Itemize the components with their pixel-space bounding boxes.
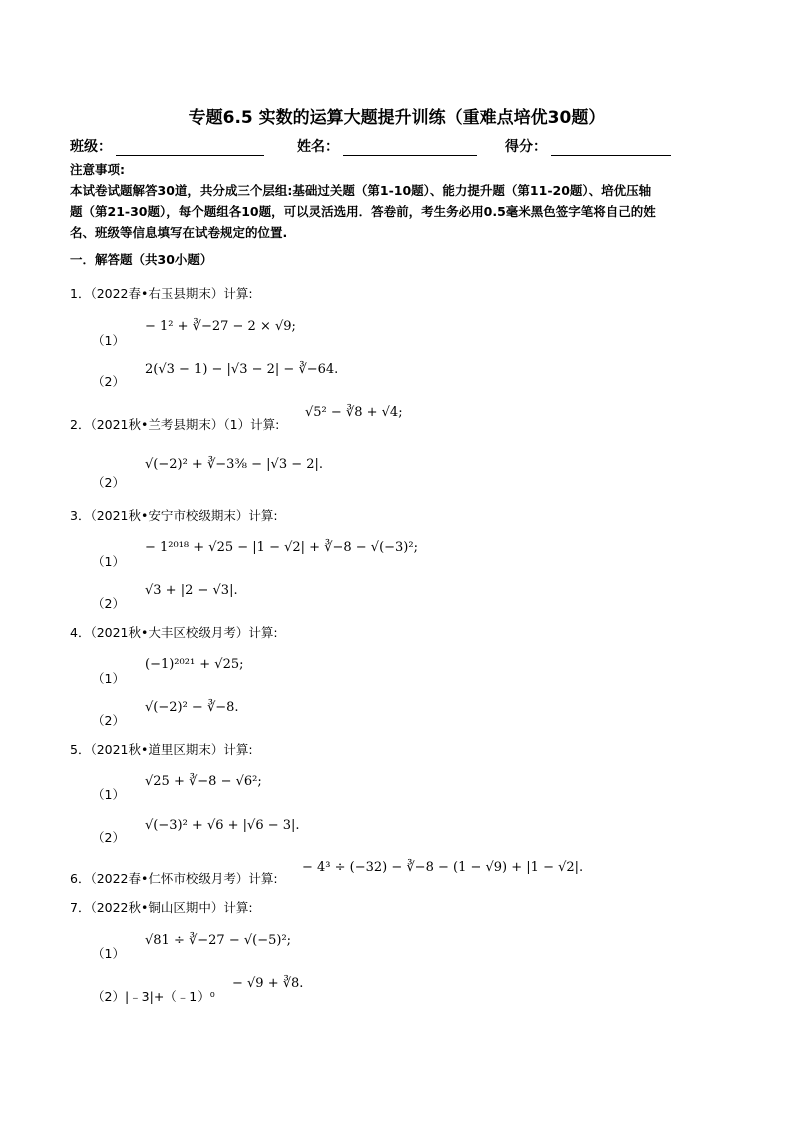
score-blank — [551, 141, 671, 156]
problem-1-part-1-label: （1） — [92, 333, 125, 348]
section-heading: 一．解答题（共30小题） — [70, 252, 213, 267]
problem-3-part-2-expr: √3 + |2 − √3|. — [145, 583, 238, 598]
problem-6-head: 6．（2022春•仁怀市校级月考）计算: — [70, 871, 278, 886]
page-title: 专题6.5 实数的运算大题提升训练（重难点培优30题） — [188, 108, 606, 128]
problem-2-inline-expr: √5² − ∛8 + √4; — [305, 405, 403, 420]
class-field — [70, 136, 264, 156]
problem-5-part-2-label: （2） — [92, 830, 125, 845]
name-blank — [343, 141, 477, 156]
class-label: 班级： — [70, 139, 112, 155]
problem-6-inline-expr: − 4³ ÷ (−32) − ∛−8 − (1 − √9) + |1 − √2|. — [302, 860, 584, 875]
problem-2-part-2-expr: √(−2)² + ∛−3⅜ − |√3 − 2|. — [145, 457, 324, 472]
problem-5-part-1-expr: √25 + ∛−8 − √6²; — [145, 774, 262, 789]
problem-5-head: 5．（2021秋•道里区期末）计算: — [70, 742, 253, 757]
notes-line-2: 题（第21-30题），每个题组各10题，可以灵活选用．答卷前，考生务必用0.5毫米黑色签字笔将自己的姓 — [70, 204, 656, 219]
name-field — [297, 136, 477, 156]
problem-3-head: 3．（2021秋•安宁市校级期末）计算: — [70, 508, 278, 523]
score-label: 得分： — [505, 139, 547, 155]
problem-7-part-1-label: （1） — [92, 946, 125, 961]
problem-3-part-2-label: （2） — [92, 596, 125, 611]
name-label: 姓名： — [297, 139, 339, 155]
problem-4-part-1-label: （1） — [92, 671, 125, 686]
problem-7-part-2-label: （2）|﹣3|+（﹣1）⁰ — [92, 989, 215, 1004]
problem-7-part-2-expr: − √9 + ∛8. — [232, 976, 304, 991]
problem-4-part-2-label: （2） — [92, 713, 125, 728]
problem-2-head: 2．（2021秋•兰考县期末）（1）计算: — [70, 417, 280, 432]
problem-3-part-1-label: （1） — [92, 554, 125, 569]
problem-1-head: 1．（2022春•右玉县期末）计算: — [70, 286, 253, 301]
problem-5-part-2-expr: √(−3)² + √6 + |√6 − 3|. — [145, 818, 300, 833]
problem-1-part-2-label: （2） — [92, 374, 125, 389]
notes-line-1: 本试卷试题解答30道，共分成三个层组:基础过关题（第1-10题）、能力提升题（第11-20题）、培优压轴 — [70, 183, 652, 198]
problem-3-part-1-expr: − 1²⁰¹⁸ + √25 − |1 − √2| + ∛−8 − √(−3)²; — [145, 540, 418, 555]
problem-4-part-1-expr: (−1)²⁰²¹ + √25; — [145, 657, 244, 672]
notes-heading: 注意事项: — [70, 162, 125, 177]
problem-7-head: 7．（2022秋•铜山区期中）计算: — [70, 900, 253, 915]
problem-5-part-1-label: （1） — [92, 787, 125, 802]
score-field — [505, 136, 671, 156]
problem-7-part-1-expr: √81 ÷ ∛−27 − √(−5)²; — [145, 933, 292, 948]
problem-4-part-2-expr: √(−2)² − ∛−8. — [145, 700, 239, 715]
problem-2-part-2-label: （2） — [92, 475, 125, 490]
problem-1-part-1-expr: − 1² + ∛−27 − 2 × √9; — [145, 319, 296, 334]
problem-1-part-2-expr: 2(√3 − 1) − |√3 − 2| − ∛−64. — [145, 362, 339, 377]
problem-4-head: 4．（2021秋•大丰区校级月考）计算: — [70, 625, 278, 640]
class-blank — [116, 141, 264, 156]
notes-line-3: 名、班级等信息填写在试卷规定的位置. — [70, 225, 288, 240]
